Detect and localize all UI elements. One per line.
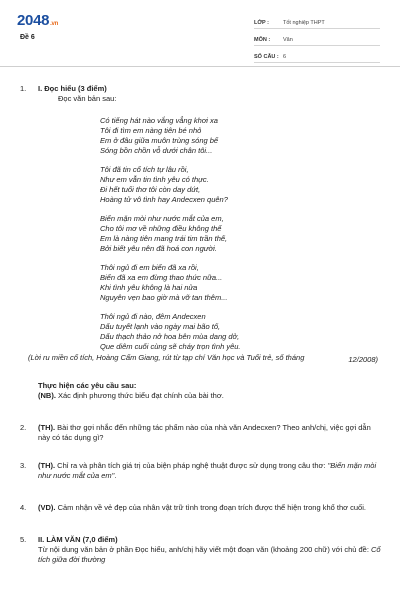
quoted-verse: "Biển mặn mòi như nước mắt của em" xyxy=(38,461,377,480)
question-number: 3. xyxy=(20,461,27,470)
logo[interactable] xyxy=(17,12,58,29)
level-tag: (VD). xyxy=(38,503,56,512)
poem-line: Que diêm cuối cùng sẽ cháy trọn tình yêu. xyxy=(100,342,241,351)
level-tag: (NB). xyxy=(38,391,56,400)
question-5 xyxy=(0,535,400,565)
poem-line: Như em vẫn tin tình yêu có thực. xyxy=(100,175,209,184)
requirements-heading: Thực hiện các yêu cầu sau: xyxy=(38,381,137,390)
question-number: 2. xyxy=(20,423,27,432)
poem-line: Tôi đã tin cổ tích tự lâu rồi, xyxy=(100,165,189,174)
poem-line: Hoàng tử vô tình hay Andecxen quên? xyxy=(100,195,228,204)
question-text: Chỉ ra và phân tích giá trị của biện pháp nghệ thuật được sử dụng trong câu thơ: xyxy=(55,461,328,470)
meta-row-class xyxy=(254,15,380,29)
question-2 xyxy=(0,423,400,443)
poem-source: (Lời ru miền cổ tích, Hoàng Cẩm Giang, rút từ tạp chí Văn học và Tuổi trẻ, số tháng xyxy=(28,353,305,362)
question-text: Bài thơ gợi nhắc đến những tác phẩm nào của nhà văn Andecxen? Theo anh/chị, việc gợi dẫn này có tác dụng gì? xyxy=(38,423,371,442)
poem-line: Em là nàng tiên mang trái tim trần thế, xyxy=(100,234,228,243)
meta-value: Tốt nghiệp THPT xyxy=(283,20,325,26)
header-divider xyxy=(0,66,400,67)
poem-line: Có tiếng hát nào vắng vẳng khơi xa xyxy=(100,116,218,125)
poem-stanza xyxy=(100,214,400,254)
meta-label: MÔN : xyxy=(254,37,271,43)
question-number: 5. xyxy=(20,535,27,544)
question-3 xyxy=(0,461,400,481)
level-tag: (TH). xyxy=(38,423,56,432)
meta-label: LỚP : xyxy=(254,20,269,26)
poem-line: Bởi biết yêu nên đã hoá con người. xyxy=(100,244,217,253)
poem-line: Sóng bồn chồn vỗ dưới chân tôi... xyxy=(100,146,213,155)
poem-stanza xyxy=(100,116,400,156)
poem-source-end: 12/2008) xyxy=(348,355,378,364)
subquestion-text: Xác định phương thức biểu đạt chính của bài thơ. xyxy=(55,391,224,400)
poem-line: Biển đã xa em đừng thao thức nữa... xyxy=(100,273,223,282)
exam-meta xyxy=(254,15,380,66)
question-number: 4. xyxy=(20,503,27,512)
poem xyxy=(100,116,400,352)
question-intro: Đọc văn bản sau: xyxy=(58,94,117,103)
header xyxy=(0,0,400,62)
question-text: Từ nội dung văn bản ở phần Đọc hiểu, anh/chị hãy viết một đoạn văn (khoảng 200 chữ) với chủ đề: xyxy=(38,545,371,554)
poem-line: Đi hết tuổi thơ tôi còn day dứt, xyxy=(100,185,201,194)
question-text: Cảm nhận về vẻ đẹp của nhân vật trữ tình trong đoạn trích được thể hiện trong khổ thơ cuối. xyxy=(55,503,366,512)
section-title: II. LÀM VĂN (7,0 điểm) xyxy=(38,535,118,544)
logo-main: 2048 xyxy=(17,12,50,29)
poem-line: Thôi ngủ đi nào, đêm Andecxen xyxy=(100,312,206,321)
poem-line: Nguyên vẹn bao giờ mà vỡ tan thêm... xyxy=(100,293,228,302)
poem-line: Tôi đi tìm em nàng tiên bé nhỏ xyxy=(100,126,202,135)
poem-line: Biển mặn mòi như nước mắt của em, xyxy=(100,214,224,223)
question-end: . xyxy=(114,471,117,480)
essay-topic: Cổ tích giữa đời thường xyxy=(38,545,381,564)
meta-row-subject xyxy=(254,32,380,46)
logo-suffix: .vn xyxy=(50,21,58,27)
meta-value: Văn xyxy=(283,37,293,43)
poem-line: Khi tình yêu không là hai nửa xyxy=(100,283,198,292)
poem-line: Thôi ngủ đi em biển đã xa rồi, xyxy=(100,263,199,272)
level-tag: (TH). xyxy=(38,461,56,470)
poem-line: Em ở đâu giữa muôn trùng sóng bể xyxy=(100,136,219,145)
poem-stanza xyxy=(100,312,400,352)
poem-stanza xyxy=(100,165,400,205)
poem-line: Cho tôi mơ về những điều không thể xyxy=(100,224,222,233)
subquestion-nb xyxy=(0,391,400,401)
meta-row-count xyxy=(254,49,380,63)
poem-line: Dấu tuyết lạnh vào ngày mai bão tố, xyxy=(100,322,221,331)
meta-label: SỐ CÂU : xyxy=(254,54,279,60)
question-4 xyxy=(0,503,400,513)
meta-value: 6 xyxy=(283,54,287,60)
question-1 xyxy=(0,84,400,104)
question-number: 1. xyxy=(20,84,27,93)
poem-stanza xyxy=(100,263,400,303)
poem-line: Dấu thạch thảo nở hoa bên mùa dang dở, xyxy=(100,332,240,341)
section-title: I. Đọc hiểu (3 điểm) xyxy=(38,84,107,93)
exam-content xyxy=(0,84,400,565)
exam-code: Đề 6 xyxy=(20,34,35,41)
